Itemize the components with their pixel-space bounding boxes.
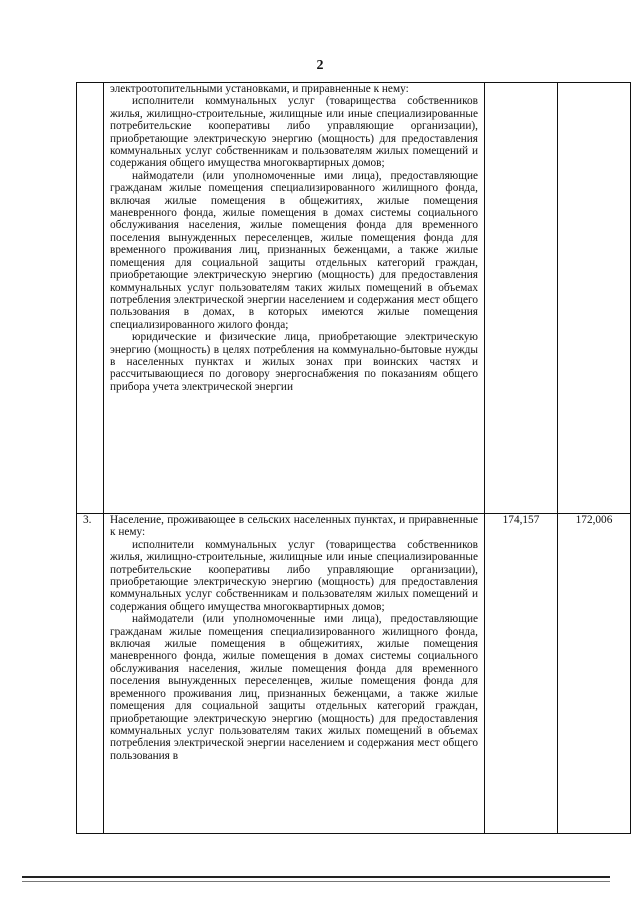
footer-rule-thin xyxy=(22,881,610,882)
paragraph: наймодатели (или уполномоченные ими лица), предоставляющие гражданам жилые помещения специализированного жилищного фонда, включая жилые помещения в общежитиях, жилые помещения маневренного фонда, жилые помещения в домах системы социального обслуживания населения, жилые помещения фонда для временного поселения вынужденных переселенцев, жилые помещения фонда для временного проживания лиц, признанных беженцами, а также жилые помещения для социальной защиты отдельных категорий граждан, приобретающие электрическую энергию (мощность) для предоставления коммунальных услуг пользователям таких жилых помещений в объемах потребления электрической энергии населением и содержания мест общего пользования в xyxy=(110,613,478,762)
tariff-value-1 xyxy=(485,83,558,514)
paragraph: исполнители коммунальных услуг (товарищества собственников жилья, жилищно-строительные, жилищные или иные специализированные потребительские кооперативы либо управляющие организации), приобретающие электрическую энергию (мощность) для предоставления коммунальных услуг собственникам и пользователям жилых помещений и содержания общего имущества многоквартирных домов; xyxy=(110,538,478,613)
row-description xyxy=(104,514,485,834)
paragraph: юридические и физические лица, приобретающие электрическую энергию (мощность) в целях потребления на коммунально-бытовые нужды в населенных пунктах и жилых зонах при воинских частях и рассчитывающиеся по договору энергоснабжения по показаниям общего прибора учета электрической энергии xyxy=(110,331,478,393)
paragraph: наймодатели (или уполномоченные ими лица), предоставляющие гражданам жилые помещения специализированного жилищного фонда, включая жилые помещения в общежитиях, жилые помещения маневренного фонда, жилые помещения в домах системы социального обслуживания населения, жилые помещения фонда для временного поселения вынужденных переселенцев, жилые помещения фонда для временного проживания лиц, признанных беженцами, а также жилые помещения для социальной защиты отдельных категорий граждан, приобретающие электрическую энергию (мощность) для предоставления коммунальных услуг пользователям таких жилых помещений в объемах потребления электрической энергии населением и содержания мест общего пользования в домах, в которых имеются жилые помещения специализированного жилого фонда; xyxy=(110,169,478,331)
paragraph: электроотопительными установками, и приравненные к нему: xyxy=(110,83,409,95)
row-number xyxy=(77,83,104,514)
tariff-value-2: 172,006 xyxy=(558,514,631,834)
footer-rule xyxy=(22,876,610,878)
table-row xyxy=(77,83,631,514)
tariff-value-2 xyxy=(558,83,631,514)
row-number: 3. xyxy=(77,514,104,834)
tariff-table xyxy=(76,82,631,834)
tariff-value-1: 174,157 xyxy=(485,514,558,834)
row-description xyxy=(104,83,485,514)
table-row xyxy=(77,514,631,834)
page-number: 2 xyxy=(316,58,324,73)
paragraph: исполнители коммунальных услуг (товарищества собственников жилья, жилищно-строительные, жилищные или иные специализированные потребительские кооперативы либо управляющие организации), приобретающие электрическую энергию (мощность) для предоставления коммунальных услуг собственникам и пользователям жилых помещений и содержания общего имущества многоквартирных домов; xyxy=(110,95,478,170)
paragraph: Население, проживающее в сельских населенных пунктах, и приравненные к нему: xyxy=(110,514,478,539)
